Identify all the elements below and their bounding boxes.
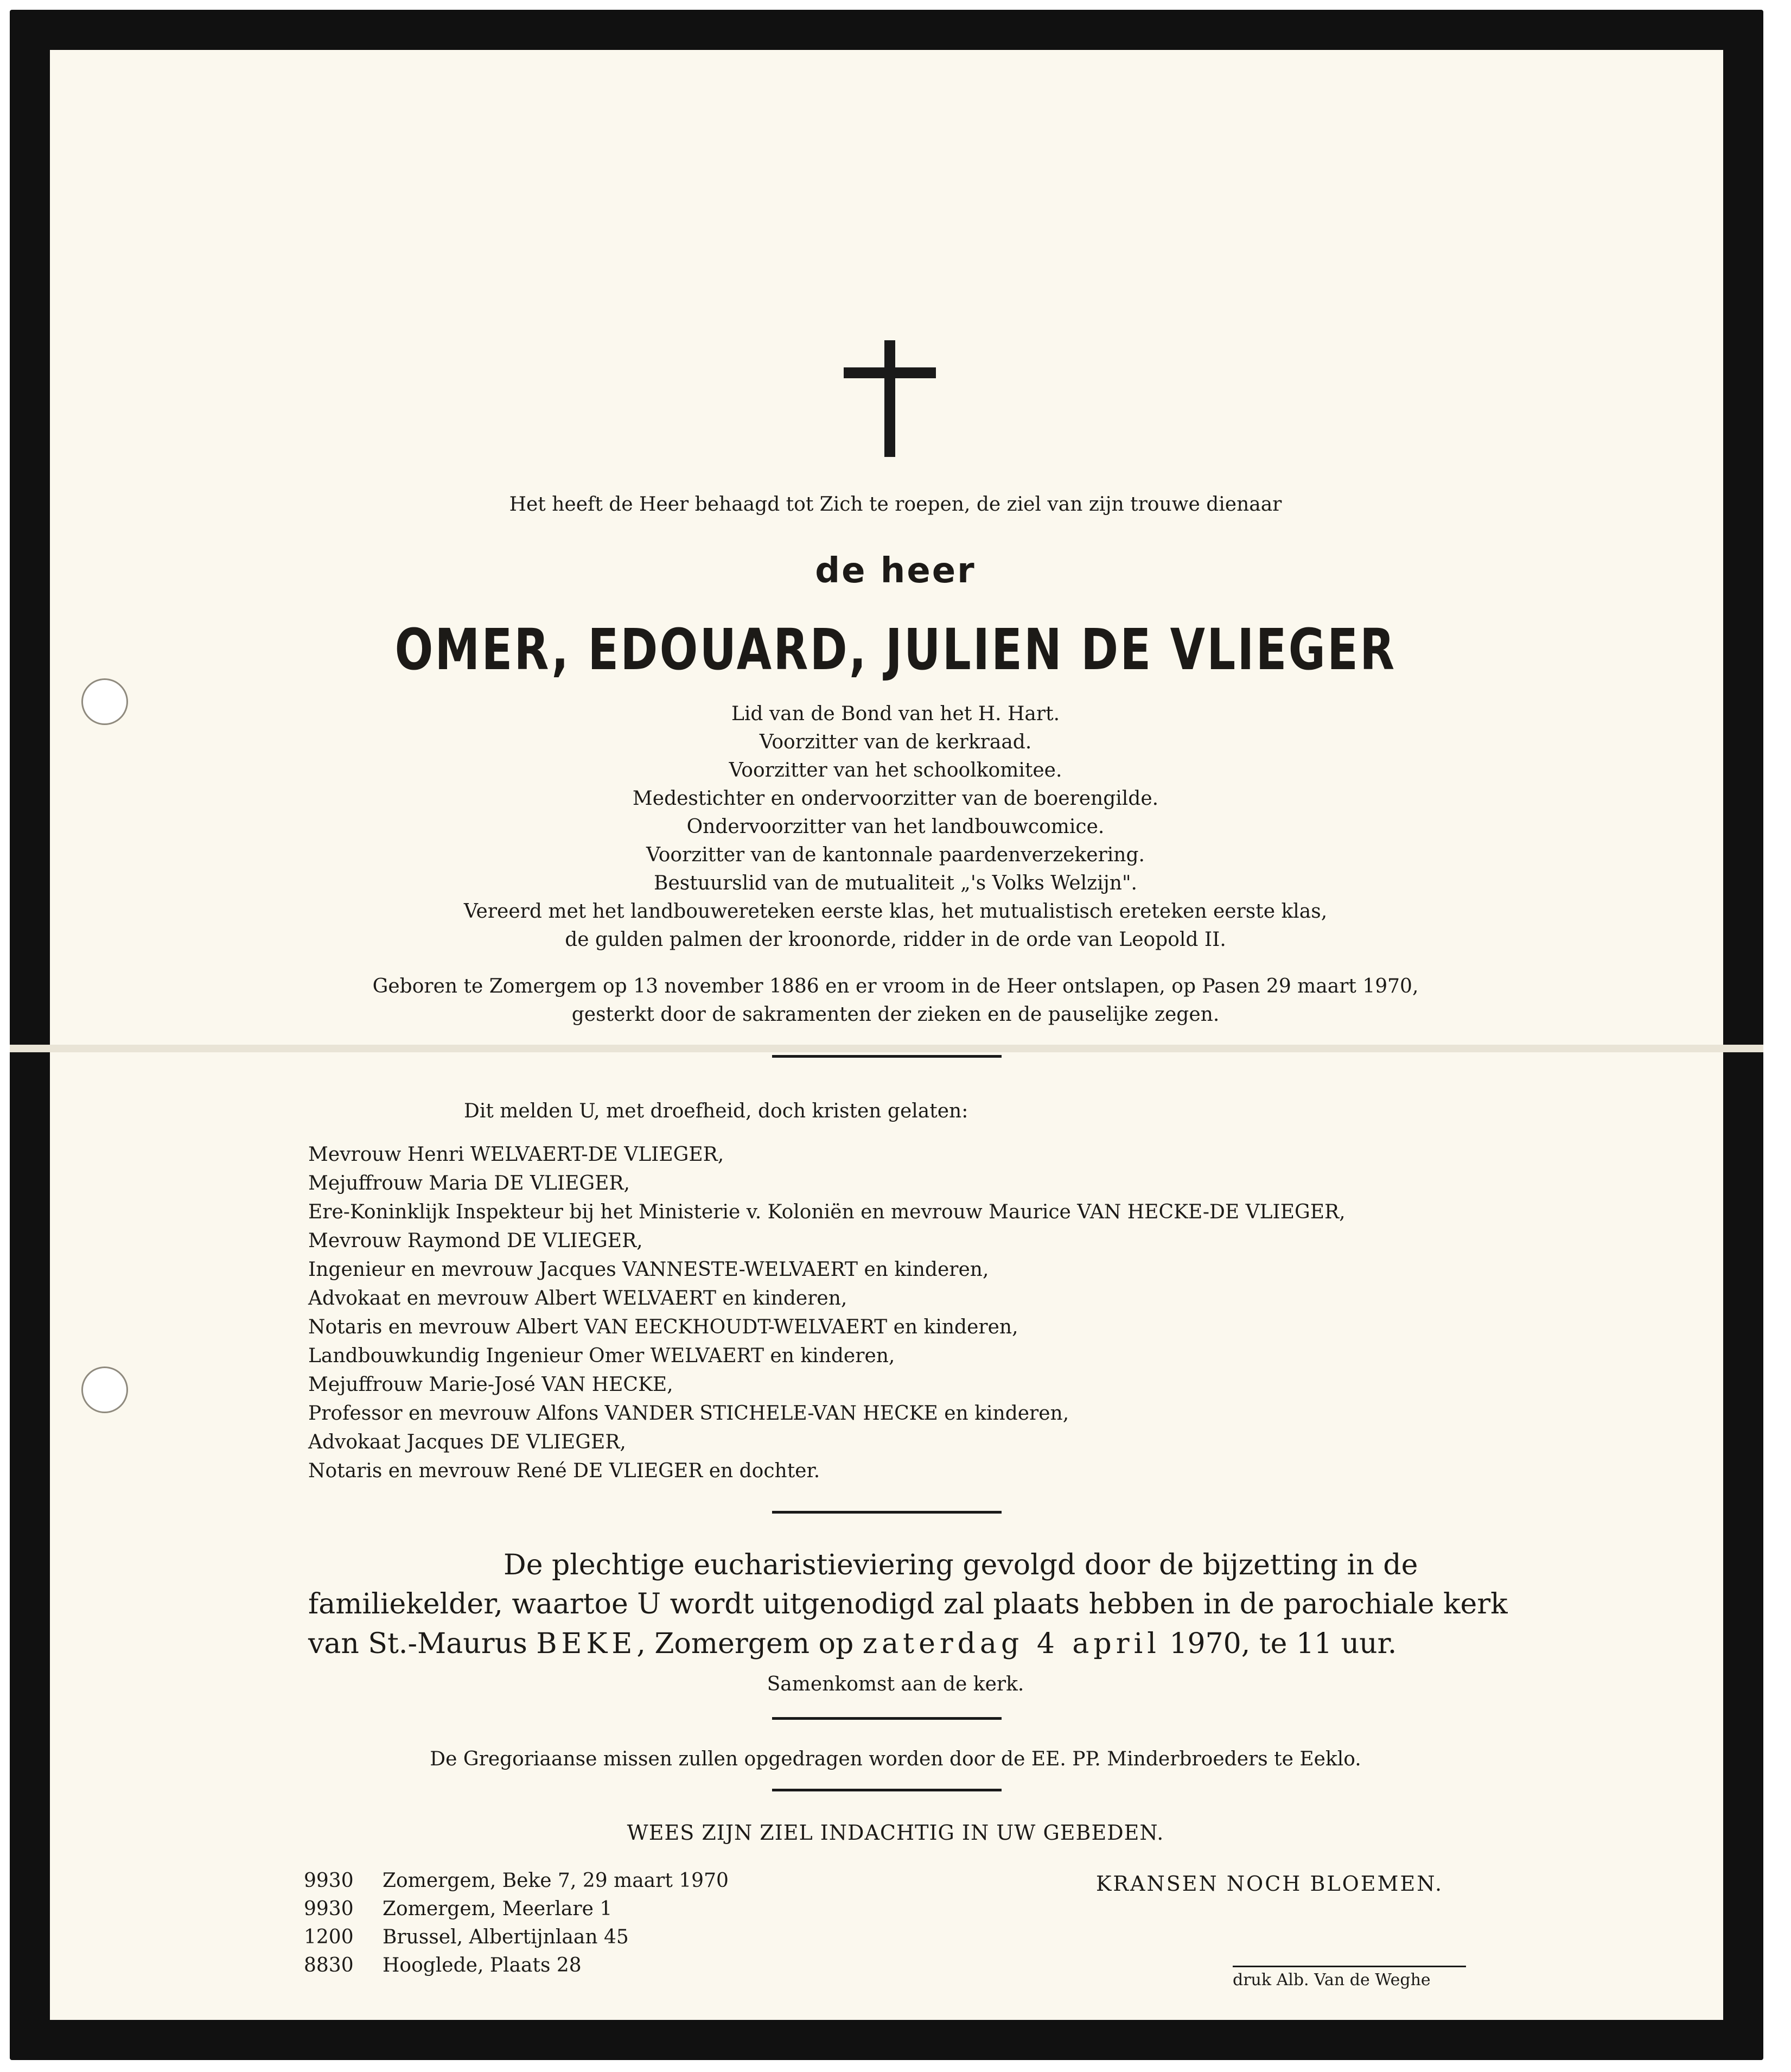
mourner-line: Notaris en mevrouw Albert VAN EECKHOUDT-WELVAERT en kinderen,	[308, 1316, 1018, 1338]
deceased-name: OMER, EDOUARD, JULIEN DE VLIEGER	[394, 616, 1397, 683]
ceremony-line: familiekelder, waartoe U wordt uitgenodigd zal plaats hebben in de parochiale kerk	[308, 1588, 1508, 1620]
mourner-line: Notaris en mevrouw René DE VLIEGER en dochter.	[308, 1460, 820, 1482]
address-place: Hooglede, Plaats 28	[383, 1954, 582, 1976]
address-place: Zomergem, Meerlare 1	[383, 1898, 613, 1920]
title-line: Vereerd met het landbouwereteken eerste klas, het mutualistisch ereteken eerste klas,	[463, 900, 1328, 923]
title-line: de gulden palmen der kroonorde, ridder in de orde van Leopold II.	[565, 929, 1226, 951]
mourner-line: Mevrouw Raymond DE VLIEGER,	[308, 1230, 643, 1252]
address-code: 9930	[304, 1898, 354, 1920]
punch-hole	[81, 1366, 128, 1413]
no-flowers-text: KRANSEN NOCH BLOEMEN.	[1096, 1872, 1444, 1896]
intro-text: Het heeft de Heer behaagd tot Zich te roepen, de ziel van zijn trouwe dienaar	[509, 493, 1282, 516]
separator-rule	[772, 1511, 1002, 1514]
ceremony-line: De plechtige eucharistieviering gevolgd door de bijzetting in de	[503, 1549, 1418, 1581]
printer-credit: druk Alb. Van de Weghe	[1233, 1971, 1431, 1990]
mourner-line: Mejuffrouw Maria DE VLIEGER,	[308, 1172, 630, 1194]
mourner-line: Mejuffrouw Marie-José VAN HECKE,	[308, 1374, 673, 1396]
separator-rule	[772, 1055, 1002, 1058]
title-line: Voorzitter van de kantonnale paardenverzekering.	[646, 844, 1145, 866]
mourner-line: Ere-Koninklijk Inspekteur bij het Ministerie v. Koloniën en mevrouw Maurice VAN HECKE-DE VLIEGER,	[308, 1201, 1346, 1223]
salutation: de heer	[815, 551, 976, 591]
printer-rule	[1233, 1966, 1466, 1967]
prayer-text: WEES ZIJN ZIEL INDACHTIG IN UW GEBEDEN.	[627, 1821, 1164, 1845]
address-place: Zomergem, Beke 7, 29 maart 1970	[383, 1870, 729, 1892]
birth-line: gesterkt door de sakramenten der zieken en de pauselijke zegen.	[571, 1003, 1220, 1026]
gregorian-text: De Gregoriaanse missen zullen opgedragen worden door de EE. PP. Minderbroeders te Eeklo.	[430, 1748, 1361, 1770]
title-line: Voorzitter van het schoolkomitee.	[729, 759, 1062, 781]
paper-fold	[10, 1045, 1763, 1052]
mourner-line: Ingenieur en mevrouw Jacques VANNESTE-WELVAERT en kinderen,	[308, 1259, 989, 1281]
title-line: Medestichter en ondervoorzitter van de boerengilde.	[632, 787, 1159, 810]
title-line: Bestuurslid van de mutualiteit „'s Volks Welzijn".	[654, 872, 1137, 894]
address-code: 8830	[304, 1954, 354, 1976]
address-code: 9930	[304, 1870, 354, 1892]
title-line: Voorzitter van de kerkraad.	[759, 731, 1032, 753]
mourner-line: Advokaat en mevrouw Albert WELVAERT en kinderen,	[308, 1287, 847, 1310]
birth-line: Geboren te Zomergem op 13 november 1886 en er vroom in de Heer ontslapen, op Pasen 29 maart 1970,	[372, 975, 1419, 997]
title-line: Ondervoorzitter van het landbouwcomice.	[686, 816, 1105, 838]
ceremony-line: van St.-Maurus BEKE, Zomergem op zaterdag 4 april 1970, te 11 uur.	[308, 1628, 1397, 1660]
announce-text: Dit melden U, met droefheid, doch kristen gelaten:	[464, 1100, 968, 1122]
title-line: Lid van de Bond van het H. Hart.	[731, 703, 1060, 725]
mourner-line: Mevrouw Henri WELVAERT-DE VLIEGER,	[308, 1143, 724, 1166]
separator-rule	[772, 1717, 1002, 1720]
address-place: Brussel, Albertijnlaan 45	[383, 1926, 629, 1948]
mourner-line: Advokaat Jacques DE VLIEGER,	[308, 1431, 626, 1453]
meeting-text: Samenkomst aan de kerk.	[767, 1673, 1024, 1695]
separator-rule	[772, 1789, 1002, 1791]
mourner-line: Landbouwkundig Ingenieur Omer WELVAERT en kinderen,	[308, 1345, 895, 1367]
mourner-line: Professor en mevrouw Alfons VANDER STICHELE-VAN HECKE en kinderen,	[308, 1402, 1069, 1425]
address-code: 1200	[304, 1926, 354, 1948]
